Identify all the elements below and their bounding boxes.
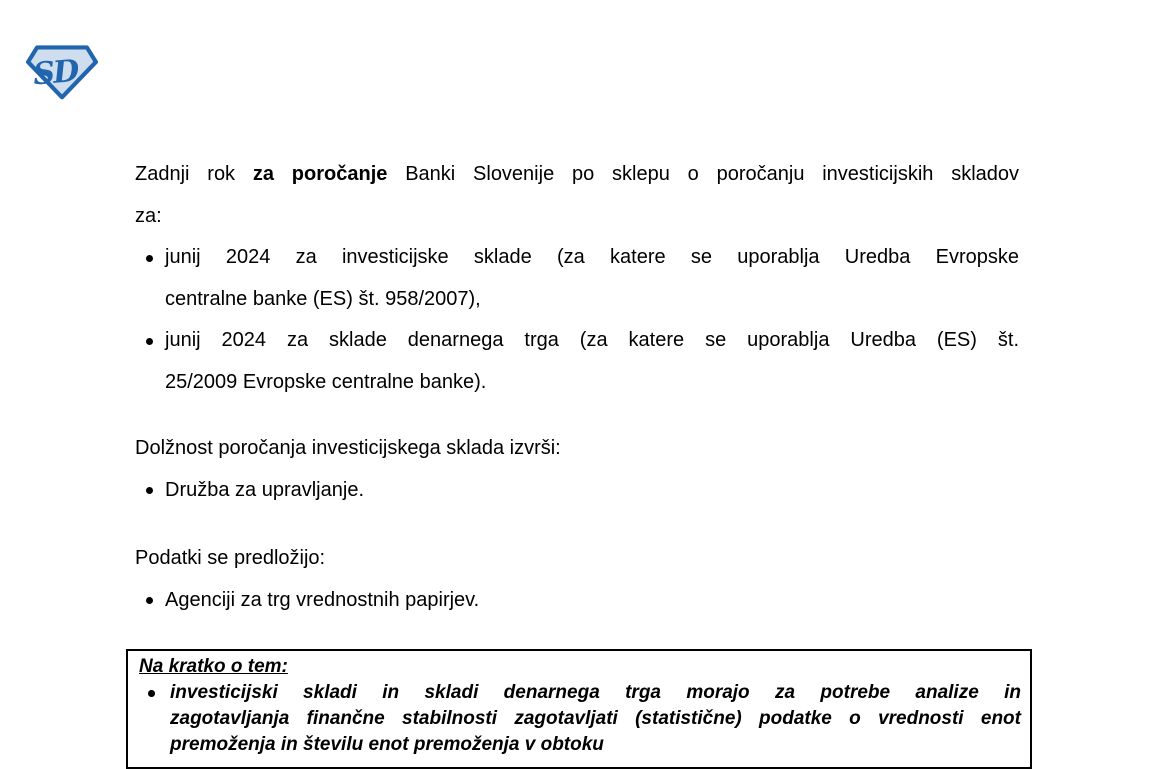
- deadline-item: [135, 237, 1019, 320]
- deadline-item-line-2: centralne banke (ES) št. 958/2007),: [165, 287, 481, 310]
- deadline-item-line-2: 25/2009 Evropske centralne banke).: [165, 370, 487, 393]
- deadline-item: [135, 320, 1019, 403]
- bullet-dot-icon: [146, 338, 153, 345]
- intro-bold-phrase: za poročanje: [252, 163, 388, 185]
- bullet-dot-icon: [148, 690, 155, 697]
- sd-logo: [26, 42, 98, 100]
- deadline-list: [135, 237, 1019, 403]
- intro-paragraph: [135, 154, 1019, 237]
- duty-heading: Dolžnost poročanja investicijskega sklada izvrši:: [135, 437, 561, 459]
- summary-bullet-line-3: premoženja in številu enot premoženja v obtoku: [170, 734, 604, 755]
- duty-bullet-item: [135, 470, 1019, 512]
- deadline-item-line-1: junij 2024 za investicijske sklade (za katere se uporablja Uredba Evropske: [165, 246, 1019, 268]
- submission-section: [135, 538, 1019, 621]
- bullet-dot-icon: [146, 487, 153, 494]
- submission-bullet-item: [135, 580, 1019, 622]
- duty-section: [135, 428, 1019, 511]
- intro-line-2: za:: [135, 204, 162, 227]
- summary-box: [126, 649, 1032, 769]
- deadline-item-line-1: junij 2024 za sklade denarnega trga (za katere se uporablja Uredba (ES) št.: [165, 329, 1019, 351]
- submission-bullet-text: Agenciji za trg vrednostnih papirjev.: [165, 588, 480, 611]
- summary-bullet-item: [139, 680, 1021, 758]
- duty-bullet-text: Družba za upravljanje.: [165, 478, 364, 501]
- logo-letters: SD: [31, 52, 79, 93]
- bullet-dot-icon: [146, 597, 153, 604]
- intro-text-rest: Banki Slovenije po sklepu o poročanju investicijskih skladov: [387, 163, 1020, 185]
- bullet-dot-icon: [146, 255, 153, 262]
- intro-line-1: [135, 154, 1019, 196]
- summary-box-title: Na kratko o tem:: [139, 656, 288, 677]
- summary-box-title-line: [139, 654, 1021, 680]
- intro-text-prefix: Zadnji rok: [135, 163, 253, 185]
- summary-bullet-line-1: investicijski skladi in skladi denarnega trga morajo za potrebe analize in: [170, 682, 1021, 703]
- summary-bullet-line-2: zagotavljanja finančne stabilnosti zagotavljati (statistične) podatke o vrednosti enot: [170, 708, 1021, 729]
- submission-heading: Podatki se predložijo:: [135, 547, 326, 569]
